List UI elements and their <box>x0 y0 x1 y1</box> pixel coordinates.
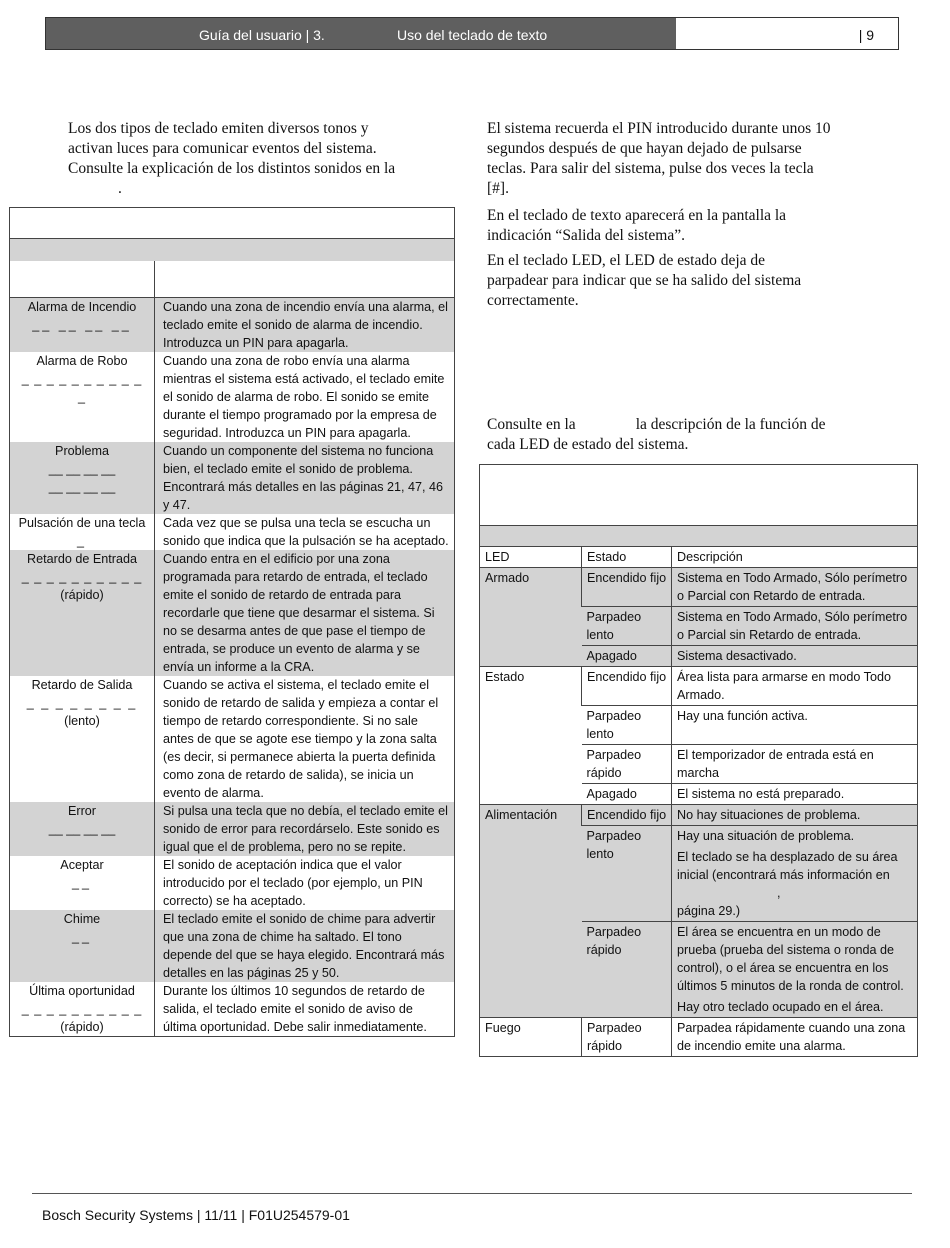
sound-name: Aceptar <box>60 858 104 872</box>
table-title-row <box>10 208 455 239</box>
led-desc: Hay una función activa. <box>672 706 918 745</box>
sound-desc: Cuando entra en el edificio por una zona programada para retardo de entrada, el teclado emite el sonido de retardo de entrada para recordarle que tiene que desarmar el sistema. Si no se desarma antes de que pase el tiempo de entrada, se produce un evento de alarma y se envía un informe a la CRA. <box>163 552 435 674</box>
header-page-box <box>676 18 898 49</box>
text-line: Los dos tipos de teclado emiten diversos tonos y <box>68 120 369 137</box>
led-state: Apagado <box>582 784 672 805</box>
sound-desc: Cuando se activa el sistema, el teclado emite el sonido de retardo de salida y empieza a contar el tiempo de retardo correspondiente. Si no sale antes de que se agote ese tiempo y la zona salta (es decir, si permanece abierta la puerta definida como zona de retardo de salida), se inicia un evento de alarma. <box>163 678 439 800</box>
text-fragment: Consulte en la <box>487 416 576 433</box>
sound-name: Pulsación de una tecla <box>18 516 146 530</box>
text-line: segundos después de que hayan dejado de pulsarse <box>487 140 802 157</box>
sound-pattern: __ __ __ __ <box>48 462 116 476</box>
text-line: Consulte la explicación de los distintos sonidos en la <box>68 160 396 177</box>
led-name: Armado <box>480 568 582 667</box>
text-line: En el teclado de texto aparecerá en la pantalla la <box>487 207 787 224</box>
text-line: activan luces para comunicar eventos del sistema. <box>68 140 377 157</box>
sound-pattern: _ _ _ _ _ _ _ _ <box>26 696 138 710</box>
pin-paragraph <box>487 119 831 199</box>
text-line: cada LED de estado del sistema. <box>487 436 689 453</box>
sound-name: Chime <box>63 912 101 926</box>
sound-pattern: _ _ _ _ _ _ _ _ _ _ _ <box>21 372 143 404</box>
page-header <box>45 17 899 50</box>
sound-table <box>9 207 455 1037</box>
led-desc-line <box>677 848 913 902</box>
led-desc: El sistema no está preparado. <box>672 784 918 805</box>
text-line: correctamente. <box>487 292 579 309</box>
header-title-bar <box>46 18 676 49</box>
sound-desc: El sonido de aceptación indica que el valor introducido por el teclado (por ejemplo, un PIN correcto) se ha aceptado. <box>163 858 423 908</box>
text-fragment: la descripción de la función de <box>635 416 826 433</box>
header-section: Uso del teclado de texto <box>397 27 548 43</box>
led-state: Parpadeo lento <box>582 706 672 745</box>
text-line: parpadear para indicar que se ha salido del sistema <box>487 272 802 289</box>
column-header: Estado <box>582 547 672 568</box>
page-number: | 9 <box>858 27 874 43</box>
table-row <box>10 352 455 442</box>
text-line: El sistema recuerda el PIN introducido durante unos 10 <box>487 120 831 137</box>
sound-speed: (lento) <box>64 714 100 728</box>
led-desc-fragment: El teclado se ha desplazado de su área inicial (encontrará más información en <box>677 850 898 882</box>
led-header-row <box>480 547 918 568</box>
sound-speed: (rápido) <box>60 1020 104 1034</box>
table-row <box>480 667 918 706</box>
led-state: Parpadeo lento <box>582 607 672 646</box>
sound-desc: Cuando una zona de robo envía una alarma mientras el sistema está activado, el teclado emite el sonido de alarma de robo. El sonido se emite durante el tiempo programado por la empresa de seguridad. Introduzca un PIN para apagarla. <box>163 354 445 440</box>
table-row <box>10 802 455 856</box>
sound-pattern: __ __ __ __ <box>32 318 132 332</box>
sound-name: Alarma de Incendio <box>27 300 137 314</box>
led-state: Parpadeo lento <box>582 826 672 922</box>
led-keypad-paragraph <box>487 251 801 311</box>
table-row <box>10 442 455 514</box>
sound-name: Error <box>68 804 96 818</box>
sound-name: Alarma de Robo <box>36 354 128 368</box>
table-row <box>10 514 455 550</box>
led-desc: Parpadea rápidamente cuando una zona de incendio emite una alarma. <box>672 1018 918 1057</box>
sound-pattern: _ _ _ _ _ _ _ _ _ _ <box>21 1002 143 1016</box>
text-line: En el teclado LED, el LED de estado deja de <box>487 252 766 269</box>
table-row <box>10 982 455 1037</box>
sound-desc: Cada vez que se pulsa una tecla se escucha un sonido que indica que la pulsación se ha aceptado. <box>163 516 449 548</box>
led-desc-line: Hay otro teclado ocupado en el área. <box>677 1000 884 1014</box>
sound-desc: Cuando una zona de incendio envía una alarma, el teclado emite el sonido de alarma de incendio. Introduzca un PIN para apagarla. <box>163 300 448 350</box>
sound-speed: (rápido) <box>60 588 104 602</box>
led-desc: Sistema en Todo Armado, Sólo perímetro o Parcial con Retardo de entrada. <box>672 568 918 607</box>
led-state: Parpadeo rápido <box>582 745 672 784</box>
led-reference-paragraph <box>487 415 887 455</box>
table-row <box>480 568 918 607</box>
sound-pattern: _ _ _ _ _ _ _ _ _ _ <box>21 570 143 584</box>
led-state: Apagado <box>582 646 672 667</box>
led-desc <box>672 922 918 1018</box>
led-desc: Área lista para armarse en modo Todo Armado. <box>672 667 918 706</box>
sound-name: Retardo de Salida <box>31 678 133 692</box>
text-line: . <box>118 180 122 197</box>
text-line <box>487 415 887 435</box>
footer-text: Bosch Security Systems | 11/11 | F01U254579-01 <box>42 1207 350 1223</box>
sound-pattern: __ <box>71 930 92 944</box>
led-name: Estado <box>480 667 582 805</box>
table-row <box>480 1018 918 1057</box>
table-header-row <box>10 261 455 298</box>
text-line: indicación “Salida del sistema”. <box>487 227 685 244</box>
text-line: teclas. Para salir del sistema, pulse dos veces la tecla <box>487 160 814 177</box>
table-row <box>10 856 455 910</box>
table-row <box>10 910 455 982</box>
sound-name: Problema <box>55 444 109 458</box>
table-shaded-row <box>480 526 918 547</box>
sound-desc: Durante los últimos 10 segundos de retardo de salida, el teclado emite el sonido de aviso de última oportunidad. Debe salir inmediatamente. <box>163 984 427 1034</box>
led-desc-line: Hay una situación de problema. <box>677 829 855 843</box>
sound-desc: Si pulsa una tecla que no debía, el teclado emite el sonido de error para recordárselo. Este sonido es igual que el de problema, pero no se repite. <box>163 804 448 854</box>
led-desc: El temporizador de entrada está en marcha <box>672 745 918 784</box>
led-desc: Sistema en Todo Armado, Sólo perímetro o Parcial sin Retardo de entrada. <box>672 607 918 646</box>
led-desc <box>672 826 918 922</box>
footer-rule <box>32 1193 912 1194</box>
sound-name: Última oportunidad <box>29 984 135 998</box>
text-line: [#]. <box>487 180 509 197</box>
sound-pattern: __ <box>71 876 92 890</box>
column-header: Descripción <box>672 547 918 568</box>
led-state: Encendido fijo <box>582 568 672 607</box>
text-keypad-paragraph <box>487 206 786 246</box>
sound-pattern: __ __ __ __ <box>48 822 116 836</box>
sound-name: Retardo de Entrada <box>27 552 137 566</box>
led-desc: No hay situaciones de problema. <box>672 805 918 826</box>
led-state: Encendido fijo <box>582 805 672 826</box>
table-row <box>10 676 455 802</box>
intro-paragraph <box>68 119 395 199</box>
led-desc-line: página 29.) <box>677 904 741 918</box>
led-state: Parpadeo rápido <box>582 1018 672 1057</box>
sound-pattern: __ __ __ __ <box>48 480 116 494</box>
led-desc: Sistema desactivado. <box>672 646 918 667</box>
table-row <box>10 550 455 676</box>
led-state: Encendido fijo <box>582 667 672 706</box>
led-desc-fragment: , <box>777 886 781 900</box>
table-row <box>10 298 455 353</box>
table-row <box>480 805 918 826</box>
led-name: Fuego <box>480 1018 582 1057</box>
led-desc-line: El área se encuentra en un modo de prueba (prueba del sistema o ronda de control), o el área se encuentra en los últimos 5 minutos de la ronda de control. <box>677 925 904 993</box>
led-name: Alimentación <box>480 805 582 1018</box>
sound-desc: Cuando un componente del sistema no funciona bien, el teclado emite el sonido de problema. Encontrará más detalles en las páginas 21, 47, 46 y 47. <box>163 444 444 512</box>
header-guide: Guía del usuario | 3. <box>199 27 325 43</box>
table-title-row <box>480 465 918 526</box>
led-table <box>479 464 918 1057</box>
sound-desc: El teclado emite el sonido de chime para advertir que una zona de chime ha saltado. El tono depende del que se haya elegido. Encontrará más detalles en las páginas 25 y 50. <box>163 912 445 980</box>
table-shaded-row <box>10 239 455 261</box>
sound-pattern: _ <box>76 534 87 548</box>
column-header: LED <box>485 550 510 564</box>
led-state: Parpadeo rápido <box>582 922 672 1018</box>
